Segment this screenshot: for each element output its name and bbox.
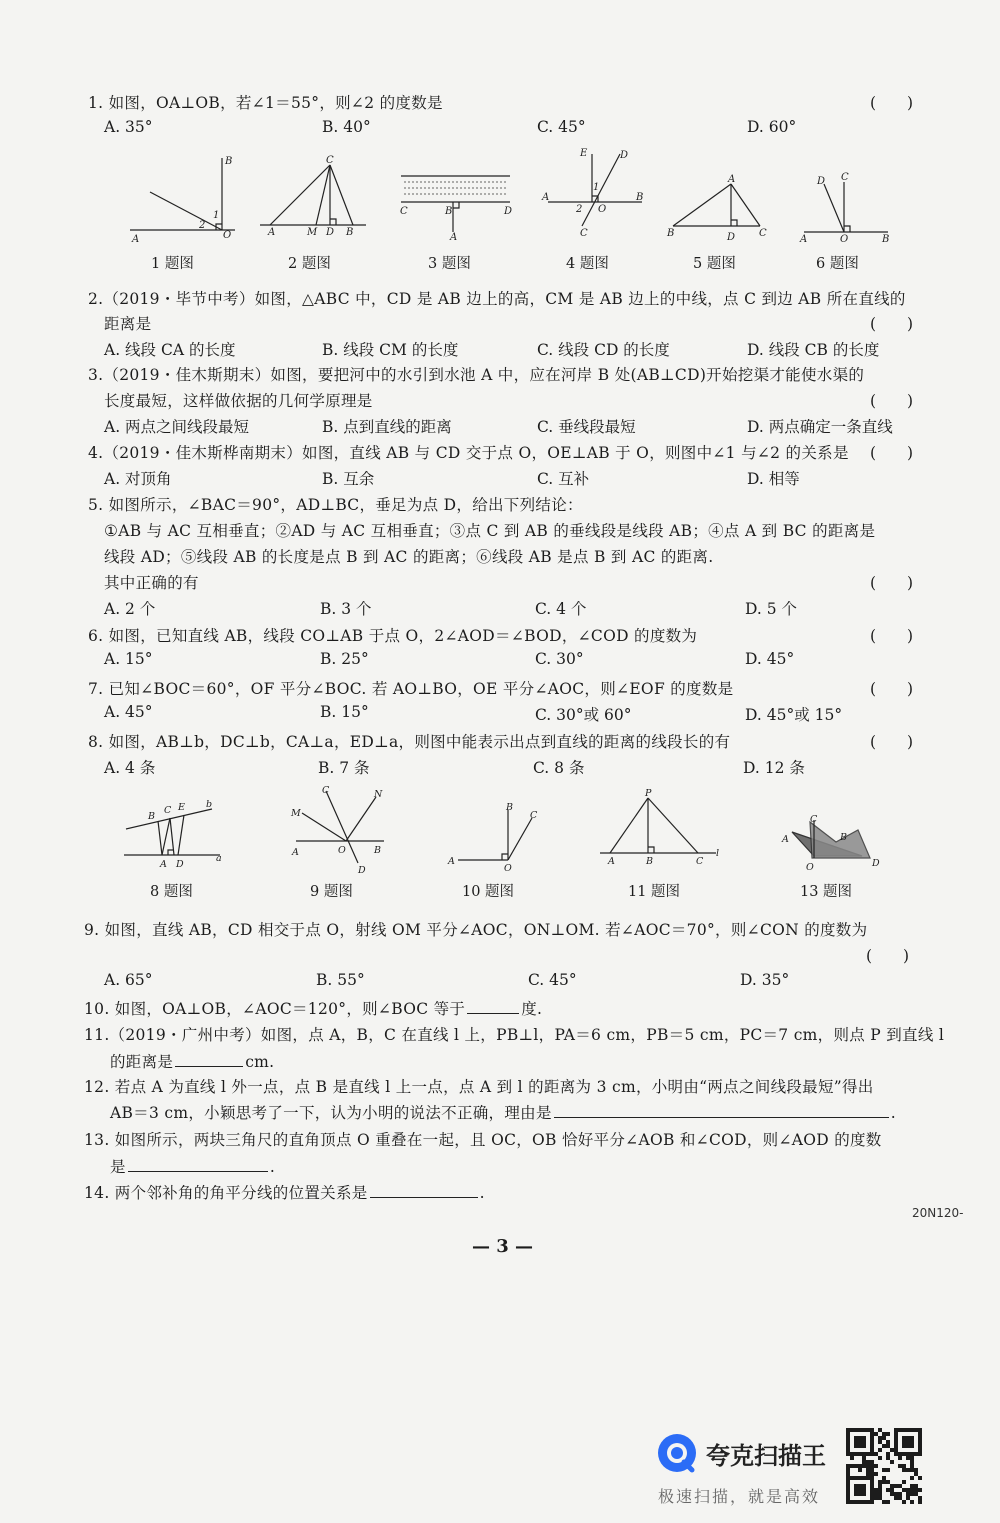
q7-bracket: ( ): [870, 680, 914, 698]
q8-option-d: D. 12 条: [743, 759, 805, 777]
q5-line3: 线段 AD；⑤线段 AB 的长度是点 B 到 AC 的距离；⑥线段 AB 是点 B 到 AC 的距离.: [104, 548, 714, 566]
f5-label-c: C: [759, 228, 767, 239]
q3-option-a: A. 两点之间线段最短: [104, 418, 250, 436]
f9-label-a: A: [292, 847, 299, 858]
q9-bracket: ( ): [866, 947, 910, 965]
q11-tail: cm.: [245, 1053, 275, 1071]
f3-label-d: D: [504, 206, 513, 217]
q9-option-d: D. 35°: [740, 971, 790, 989]
f4-label-b: B: [636, 192, 644, 203]
q9-option-b: B. 55°: [316, 971, 365, 989]
f8-label-b: B: [148, 811, 155, 822]
caption-fig2: 2 题图: [288, 256, 331, 272]
f8-label-d: D: [176, 859, 184, 870]
q2-option-b: B. 线段 CM 的长度: [322, 341, 459, 359]
q11-answer-blank[interactable]: [175, 1052, 243, 1067]
q12-answer-blank[interactable]: [554, 1103, 889, 1118]
q12-line1: 12. 若点 A 为直线 l 外一点，点 B 是直线 l 上一点，点 A 到 l 的距离为 3 cm，小明由“两点之间线段最短”得出: [84, 1078, 874, 1096]
q2-option-d: D. 线段 CB 的长度: [747, 341, 880, 359]
f2-label-c: C: [326, 155, 334, 166]
figure-9: [288, 783, 398, 882]
caption-fig9: 9 题图: [310, 884, 353, 900]
f13-label-c: C: [810, 814, 818, 825]
q8-text: 8. 如图，AB⊥b，DC⊥b，CA⊥a，ED⊥a，则图中能表示出点到直线的距离的线段长的有: [88, 733, 731, 751]
q6-text: 6. 如图，已知直线 AB，线段 CO⊥AB 于点 O，2∠AOD＝∠BOD，∠COD 的度数为: [88, 627, 698, 645]
q3-option-c: C. 垂线段最短: [537, 418, 636, 436]
q9-text: 9. 如图，直线 AB，CD 相交于点 O，射线 OM 平分∠AOC，ON⊥OM. 若∠AOC＝70°，则∠CON 的度数为: [84, 921, 868, 939]
f9-label-m: M: [291, 808, 301, 819]
f6-label-b: B: [882, 234, 890, 245]
q13-text: 是: [110, 1158, 126, 1176]
q2-line2: 距离是: [104, 315, 152, 333]
q2-line1: 2.（2019・毕节中考）如图，△ABC 中，CD 是 AB 边上的高，CM 是 AB 边上的中线，点 C 到边 AB 所在直线的: [88, 290, 906, 308]
f13-label-o: O: [806, 862, 814, 873]
f9-label-o: O: [338, 845, 346, 856]
f9-label-b: B: [374, 845, 381, 856]
q12-text: AB＝3 cm，小颖思考了一下，认为小明的说法不正确，理由是: [110, 1104, 552, 1122]
q11-line1: 11.（2019・广州中考）如图，点 A，B，C 在直线 l 上，PB⊥l，PA＝6 cm，PB＝5 cm，PC＝7 cm，则点 P 到直线 l: [84, 1026, 945, 1044]
f2-label-m: M: [307, 227, 318, 238]
page-number: — 3 —: [472, 1236, 534, 1257]
figure-4: [540, 146, 650, 245]
q9-option-c: C. 45°: [528, 971, 577, 989]
f1-label-1: 1: [213, 210, 220, 221]
q5-line4: 其中正确的有: [104, 574, 199, 592]
q2-option-a: A. 线段 CA 的长度: [104, 341, 236, 359]
q5-line2: ①AB 与 AC 互相垂直；②AD 与 AC 互相垂直；③点 C 到 AB 的垂线段是线段 AB；④点 A 到 BC 的距离是: [104, 522, 876, 540]
caption-fig13: 13 题图: [800, 884, 853, 900]
figure-13: [780, 812, 890, 881]
f6-label-o: O: [840, 234, 849, 245]
q5-line1: 5. 如图所示，∠BAC＝90°，AD⊥BC，垂足为点 D，给出下列结论：: [88, 496, 583, 514]
f8-label-a: A: [160, 859, 167, 870]
q5-option-c: C. 4 个: [535, 600, 587, 618]
figure-2: [258, 155, 373, 244]
f10-label-c: C: [530, 810, 538, 821]
f2-label-a: A: [268, 227, 276, 238]
caption-fig1: 1 题图: [151, 256, 194, 272]
q7-option-b: B. 15°: [320, 703, 369, 721]
f9-label-d: D: [358, 865, 366, 876]
f6-label-c: C: [841, 172, 849, 183]
q10-answer-blank[interactable]: [467, 999, 519, 1014]
q7-option-d: D. 45°或 15°: [745, 706, 843, 724]
q12-line2: [110, 1101, 896, 1123]
caption-fig4: 4 题图: [566, 256, 609, 272]
q6-bracket: ( ): [870, 627, 914, 645]
caption-fig11: 11 题图: [628, 884, 681, 900]
f4-label-d: D: [620, 150, 629, 161]
f1-label-b: B: [225, 156, 233, 167]
f6-label-a: A: [800, 234, 808, 245]
caption-fig8: 8 题图: [150, 884, 193, 900]
q6-option-b: B. 25°: [320, 650, 369, 668]
f8-label-e: E: [178, 802, 185, 813]
f2-label-b: B: [346, 227, 354, 238]
q6-option-c: C. 30°: [535, 650, 584, 668]
figure-8: [120, 795, 230, 879]
q6-option-a: A. 15°: [104, 650, 153, 668]
q4-option-a: A. 对顶角: [104, 470, 172, 488]
q4-bracket: ( ): [870, 444, 914, 462]
q7-text: 7. 已知∠BOC＝60°，OF 平分∠BOC. 若 AO⊥BO，OE 平分∠AOC，则∠EOF 的度数是: [88, 680, 734, 698]
q10-tail: 度.: [521, 1000, 543, 1018]
q11-line2: [110, 1050, 274, 1072]
q14-tail: .: [479, 1184, 485, 1202]
q12-tail: .: [890, 1104, 896, 1122]
q5-bracket: ( ): [870, 574, 914, 592]
f4-label-e: E: [580, 148, 588, 159]
watermark-app-name: 夸克扫描王: [706, 1442, 826, 1470]
q14-line: [84, 1181, 485, 1203]
q14-answer-blank[interactable]: [370, 1183, 478, 1198]
q4-option-b: B. 互余: [322, 470, 375, 488]
f4-label-2: 2: [576, 204, 583, 215]
f5-label-d: D: [727, 232, 736, 243]
caption-fig3: 3 题图: [428, 256, 471, 272]
q4-option-d: D. 相等: [747, 470, 800, 488]
figure-6: [800, 170, 900, 254]
f13-label-b: B: [840, 832, 847, 843]
f3-label-b: B: [445, 206, 453, 217]
f10-label-o: O: [504, 863, 512, 874]
q9-option-a: A. 65°: [104, 971, 153, 989]
f13-label-d: D: [872, 858, 880, 869]
figure-11: [598, 790, 728, 879]
f13-label-a: A: [782, 834, 789, 845]
q3-line2: 长度最短，这样做依据的几何学原理是: [104, 392, 373, 410]
f11-label-l: l: [716, 848, 720, 859]
f1-label-a: A: [132, 234, 140, 245]
f4-label-o: O: [598, 204, 607, 215]
figure-3: [398, 172, 513, 246]
q1-option-b: B. 40°: [322, 118, 371, 136]
booklet-code: 20N120-: [912, 1206, 964, 1220]
q1-option-d: D. 60°: [747, 118, 797, 136]
q11-text: 的距离是: [110, 1053, 174, 1071]
figure-5: [665, 172, 775, 251]
figure-10: [448, 798, 548, 882]
q4-text: 4.（2019・佳木斯桦南期末）如图，直线 AB 与 CD 交于点 O，OE⊥AB 于 O，则图中∠1 与∠2 的关系是: [88, 444, 849, 462]
q13-line1: 13. 如图所示，两块三角尺的直角顶点 O 重叠在一起，且 OC，OB 恰好平分∠AOB 和∠COD，则∠AOD 的度数: [84, 1131, 882, 1149]
q5-option-a: A. 2 个: [104, 600, 156, 618]
q3-bracket: ( ): [870, 392, 914, 410]
f4-label-a: A: [542, 192, 550, 203]
f8-label-a-line: a: [216, 853, 222, 864]
q5-option-b: B. 3 个: [320, 600, 372, 618]
quark-logo-icon: [656, 1432, 698, 1474]
f6-label-d: D: [817, 176, 826, 187]
f11-label-b: B: [646, 856, 653, 867]
q6-option-d: D. 45°: [745, 650, 795, 668]
f11-label-p: P: [645, 788, 652, 799]
q8-option-c: C. 8 条: [533, 759, 585, 777]
caption-fig10: 10 题图: [462, 884, 515, 900]
f3-label-c: C: [400, 206, 408, 217]
q2-bracket: ( ): [870, 315, 914, 333]
f2-label-d: D: [326, 227, 335, 238]
f11-label-a: A: [608, 856, 615, 867]
q5-option-d: D. 5 个: [745, 600, 798, 618]
qr-code-icon: [846, 1428, 922, 1504]
q8-option-b: B. 7 条: [318, 759, 370, 777]
q3-option-d: D. 两点确定一条直线: [747, 418, 893, 436]
figure-1: [125, 150, 240, 249]
f10-label-a: A: [448, 856, 455, 867]
q7-option-c: C. 30°或 60°: [535, 706, 632, 724]
f1-label-2: 2: [199, 220, 206, 231]
f8-label-c: C: [164, 805, 172, 816]
q14-text: 14. 两个邻补角的角平分线的位置关系是: [84, 1184, 368, 1202]
q7-option-a: A. 45°: [104, 703, 153, 721]
f10-label-b: B: [506, 802, 513, 813]
f5-label-a: A: [728, 174, 736, 185]
q8-bracket: ( ): [870, 733, 914, 751]
q4-option-c: C. 互补: [537, 470, 590, 488]
q10-line: [84, 997, 542, 1019]
q1-option-a: A. 35°: [104, 118, 153, 136]
q8-option-a: A. 4 条: [104, 759, 156, 777]
q1-option-c: C. 45°: [537, 118, 586, 136]
f8-label-b-line: b: [206, 799, 213, 810]
q1-bracket: ( ): [870, 94, 914, 112]
f5-label-b: B: [667, 228, 675, 239]
f9-label-n: N: [374, 789, 383, 800]
q2-option-c: C. 线段 CD 的长度: [537, 341, 670, 359]
q10-text: 10. 如图，OA⊥OB，∠AOC＝120°，则∠BOC 等于: [84, 1000, 466, 1018]
f4-label-c: C: [580, 228, 588, 239]
q3-option-b: B. 点到直线的距离: [322, 418, 452, 436]
f9-label-c: C: [322, 785, 330, 796]
f11-label-c: C: [696, 856, 704, 867]
q3-line1: 3.（2019・佳木斯期末）如图，要把河中的水引到水池 A 中，应在河岸 B 处(AB⊥CD)开始挖渠才能使水渠的: [88, 366, 865, 384]
q13-line2: [110, 1155, 275, 1177]
f1-label-o: O: [223, 230, 232, 241]
q1-text: 1. 如图，OA⊥OB，若∠1＝55°，则∠2 的度数是: [88, 94, 443, 112]
caption-fig5: 5 题图: [693, 256, 736, 272]
q13-tail: .: [269, 1158, 276, 1176]
f3-label-a: A: [450, 232, 458, 243]
watermark-slogan: 极速扫描，就是高效: [658, 1487, 821, 1506]
q13-answer-blank[interactable]: [128, 1157, 268, 1172]
caption-fig6: 6 题图: [816, 256, 859, 272]
f4-label-1: 1: [593, 182, 600, 193]
